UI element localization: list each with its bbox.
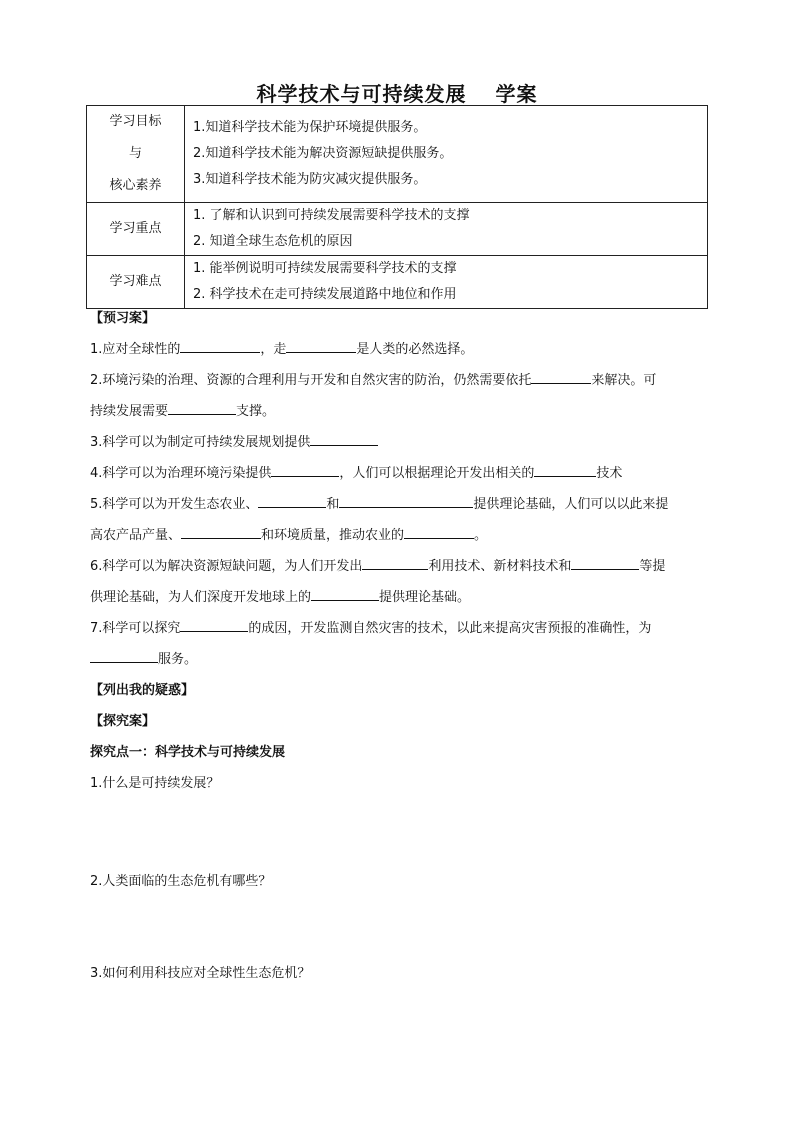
preview-question-5-cont: [90, 520, 710, 551]
q7-text-b: 的成因，开发监测自然灾害的技术，以此来提高灾害预报的准确性，为: [248, 621, 652, 636]
q5-text-b: 和: [326, 497, 340, 512]
preview-section: [90, 303, 710, 799]
fill-blank[interactable]: [180, 615, 248, 632]
explore-question-3: 3.如何利用科技应对全球性生态危机？: [90, 966, 311, 981]
focus-content-cell: [185, 203, 708, 256]
fill-blank[interactable]: [168, 398, 236, 415]
goal-item: 2.知道科学技术能为解决资源短缺提供服务。: [193, 146, 453, 161]
q4-text-c: 技术: [596, 466, 623, 481]
q7-text-a: 7.科学可以探究: [90, 621, 181, 636]
focus-label: 学习重点: [109, 221, 162, 236]
q6-text-e: 提供理论基础。: [379, 590, 471, 605]
q1-text-c: 是人类的必然选择。: [356, 342, 474, 357]
fill-blank[interactable]: [310, 429, 378, 446]
fill-blank[interactable]: [286, 336, 356, 353]
q2-text-c: 持续发展需要: [90, 404, 169, 419]
focus-label-cell: [87, 203, 185, 256]
difficulty-item: 2. 科学技术在走可持续发展道路中地位和作用: [193, 287, 457, 302]
fill-blank[interactable]: [311, 584, 379, 601]
goals-label-cell: [87, 106, 185, 203]
difficulty-label-cell: [87, 256, 185, 309]
goals-row: [87, 106, 708, 203]
difficulty-item: 1. 能举例说明可持续发展需要科学技术的支撑: [193, 261, 457, 276]
preview-question-1: [90, 334, 710, 365]
focus-item: 1. 了解和认识到可持续发展需要科学技术的支撑: [193, 208, 470, 223]
q6-text-b: 利用技术、新材料技术和: [428, 559, 572, 574]
fill-blank[interactable]: [180, 336, 260, 353]
preview-question-7: [90, 613, 710, 644]
explore-question-2: 2.人类面临的生态危机有哪些？: [90, 874, 272, 889]
fill-blank[interactable]: [181, 522, 261, 539]
preview-question-6-cont: [90, 582, 710, 613]
goals-table: [86, 105, 708, 309]
q6-text-c: 等提: [639, 559, 666, 574]
goal-item: 1.知道科学技术能为保护环境提供服务。: [193, 120, 427, 135]
explore-question-1: 1.什么是可持续发展？: [90, 776, 220, 791]
q5-text-c: 提供理论基础，人们可以以此来提: [473, 497, 669, 512]
q1-text-a: 1.应对全球性的: [90, 342, 181, 357]
preview-heading: 【预习案】: [90, 311, 156, 326]
q2-text-a: 2.环境污染的治理、资源的合理利用与开发和自然灾害的防治，仍然需要依托: [90, 373, 532, 388]
goals-label-line: 与: [128, 146, 142, 161]
q6-text-a: 6.科学可以为解决资源短缺问题，为人们开发出: [90, 559, 363, 574]
preview-question-2-cont: [90, 396, 710, 427]
fill-blank[interactable]: [362, 553, 428, 570]
focus-item: 2. 知道全球生态危机的原因: [193, 234, 353, 249]
difficulty-content-cell: [185, 256, 708, 309]
q5-text-d: 高农产品产量、: [90, 528, 182, 543]
explore-question-3-wrap: [90, 958, 710, 989]
q1-text-b: ，走: [260, 342, 287, 357]
goals-content-cell: [185, 106, 708, 203]
fill-blank[interactable]: [404, 522, 474, 539]
explore-point-1: 探究点一：科学技术与可持续发展: [90, 745, 286, 760]
difficulty-row: [87, 256, 708, 309]
goals-label-line: 核心素养: [109, 178, 162, 193]
doubts-heading: 【列出我的疑惑】: [90, 683, 195, 698]
preview-question-7-cont: [90, 644, 710, 675]
q3-text-a: 3.科学可以为制定可持续发展规划提供: [90, 435, 311, 450]
fill-blank[interactable]: [534, 460, 596, 477]
fill-blank[interactable]: [271, 460, 339, 477]
goal-item: 3.知道科学技术能为防灾减灾提供服务。: [193, 172, 427, 187]
fill-blank[interactable]: [531, 367, 591, 384]
fill-blank[interactable]: [339, 491, 473, 508]
q7-text-c: 服务。: [158, 652, 198, 667]
goals-label-line: 学习目标: [109, 114, 162, 129]
focus-row: [87, 203, 708, 256]
page-title: 科学技术与可持续发展 学案: [256, 82, 538, 106]
q2-text-d: 支撑。: [236, 404, 276, 419]
preview-question-3: [90, 427, 710, 458]
preview-question-6: [90, 551, 710, 582]
fill-blank[interactable]: [90, 646, 158, 663]
q4-text-b: ，人们可以根据理论开发出相关的: [339, 466, 535, 481]
fill-blank[interactable]: [258, 491, 326, 508]
q5-text-f: 。: [474, 528, 488, 543]
q6-text-d: 供理论基础，为人们深度开发地球上的: [90, 590, 312, 605]
q5-text-a: 5.科学可以为开发生态农业、: [90, 497, 259, 512]
fill-blank[interactable]: [571, 553, 639, 570]
preview-question-2: [90, 365, 710, 396]
explore-heading: 【探究案】: [90, 714, 156, 729]
difficulty-label: 学习难点: [109, 274, 162, 289]
q2-text-b: 来解决。可: [591, 373, 657, 388]
explore-question-2-wrap: [90, 866, 710, 897]
preview-question-4: [90, 458, 710, 489]
q5-text-e: 和环境质量，推动农业的: [261, 528, 405, 543]
preview-question-5: [90, 489, 710, 520]
q4-text-a: 4.科学可以为治理环境污染提供: [90, 466, 272, 481]
